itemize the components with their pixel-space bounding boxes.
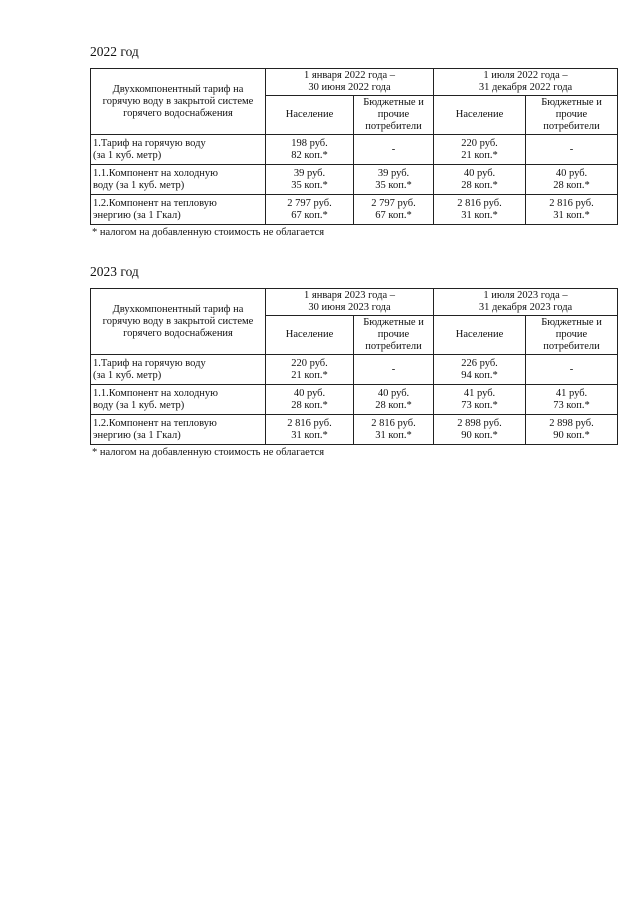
tariff-table [90, 288, 618, 445]
value-cell: 41 руб. 73 коп.* [526, 385, 618, 415]
section-year-title: 2022 год [90, 44, 139, 59]
value-cell: 2 816 руб. 31 коп.* [354, 415, 434, 445]
row-label-cell: 1.1.Компонент на холодную воду (за 1 куб. метр) [91, 165, 266, 195]
vat-footnote: * налогом на добавленную стоимость не облагается [92, 447, 325, 458]
value-cell: 226 руб. 94 коп.* [434, 355, 526, 385]
value-cell: 198 руб. 82 коп.* [266, 135, 354, 165]
table-row [91, 385, 618, 415]
tariff-section-2022 [90, 44, 617, 239]
row-label-cell: 1.1.Компонент на холодную воду (за 1 куб. метр) [91, 385, 266, 415]
row-label-cell: 1.2.Компонент на тепловую энергию (за 1 Гкал) [91, 415, 266, 445]
row-label-cell: 1.Тариф на горячую воду (за 1 куб. метр) [91, 355, 266, 385]
table-row [91, 355, 618, 385]
table-row [91, 135, 618, 165]
value-cell: - [354, 355, 434, 385]
consumer-group-cell: Бюджетные и прочие потребители [354, 96, 434, 135]
tariff-table [90, 68, 618, 225]
value-cell: 2 816 руб. 31 коп.* [266, 415, 354, 445]
value-cell: 2 816 руб. 31 коп.* [434, 195, 526, 225]
table-row [91, 195, 618, 225]
period-header-cell: 1 июля 2023 года – 31 декабря 2023 года [434, 289, 618, 316]
table-row [91, 415, 618, 445]
consumer-group-cell: Население [266, 316, 354, 355]
table-header-row [91, 69, 618, 96]
consumer-group-cell: Население [434, 96, 526, 135]
period-header-cell: 1 января 2023 года – 30 июня 2023 года [266, 289, 434, 316]
value-cell: 39 руб. 35 коп.* [266, 165, 354, 195]
consumer-group-cell: Бюджетные и прочие потребители [354, 316, 434, 355]
value-cell: 2 816 руб. 31 коп.* [526, 195, 618, 225]
value-cell: 220 руб. 21 коп.* [266, 355, 354, 385]
consumer-group-cell: Бюджетные и прочие потребители [526, 316, 618, 355]
vat-footnote: * налогом на добавленную стоимость не облагается [92, 227, 325, 238]
tariff-header-cell: Двухкомпонентный тариф на горячую воду в закрытой системе горячего водоснабжения [91, 69, 266, 135]
table-header-row [91, 289, 618, 316]
row-label-cell: 1.Тариф на горячую воду (за 1 куб. метр) [91, 135, 266, 165]
consumer-group-cell: Население [434, 316, 526, 355]
value-cell: 40 руб. 28 коп.* [266, 385, 354, 415]
row-label-cell: 1.2.Компонент на тепловую энергию (за 1 Гкал) [91, 195, 266, 225]
value-cell: 2 898 руб. 90 коп.* [526, 415, 618, 445]
value-cell: 41 руб. 73 коп.* [434, 385, 526, 415]
value-cell: - [526, 135, 618, 165]
value-cell: 40 руб. 28 коп.* [354, 385, 434, 415]
value-cell: 39 руб. 35 коп.* [354, 165, 434, 195]
value-cell: - [526, 355, 618, 385]
value-cell: 2 797 руб. 67 коп.* [266, 195, 354, 225]
tariff-header-cell: Двухкомпонентный тариф на горячую воду в закрытой системе горячего водоснабжения [91, 289, 266, 355]
section-year-title: 2023 год [90, 264, 139, 279]
table-row [91, 165, 618, 195]
tariff-section-2023 [90, 264, 617, 459]
consumer-group-cell: Бюджетные и прочие потребители [526, 96, 618, 135]
value-cell: - [354, 135, 434, 165]
value-cell: 2 797 руб. 67 коп.* [354, 195, 434, 225]
value-cell: 40 руб. 28 коп.* [434, 165, 526, 195]
value-cell: 220 руб. 21 коп.* [434, 135, 526, 165]
period-header-cell: 1 января 2022 года – 30 июня 2022 года [266, 69, 434, 96]
consumer-group-cell: Население [266, 96, 354, 135]
value-cell: 2 898 руб. 90 коп.* [434, 415, 526, 445]
value-cell: 40 руб. 28 коп.* [526, 165, 618, 195]
period-header-cell: 1 июля 2022 года – 31 декабря 2022 года [434, 69, 618, 96]
